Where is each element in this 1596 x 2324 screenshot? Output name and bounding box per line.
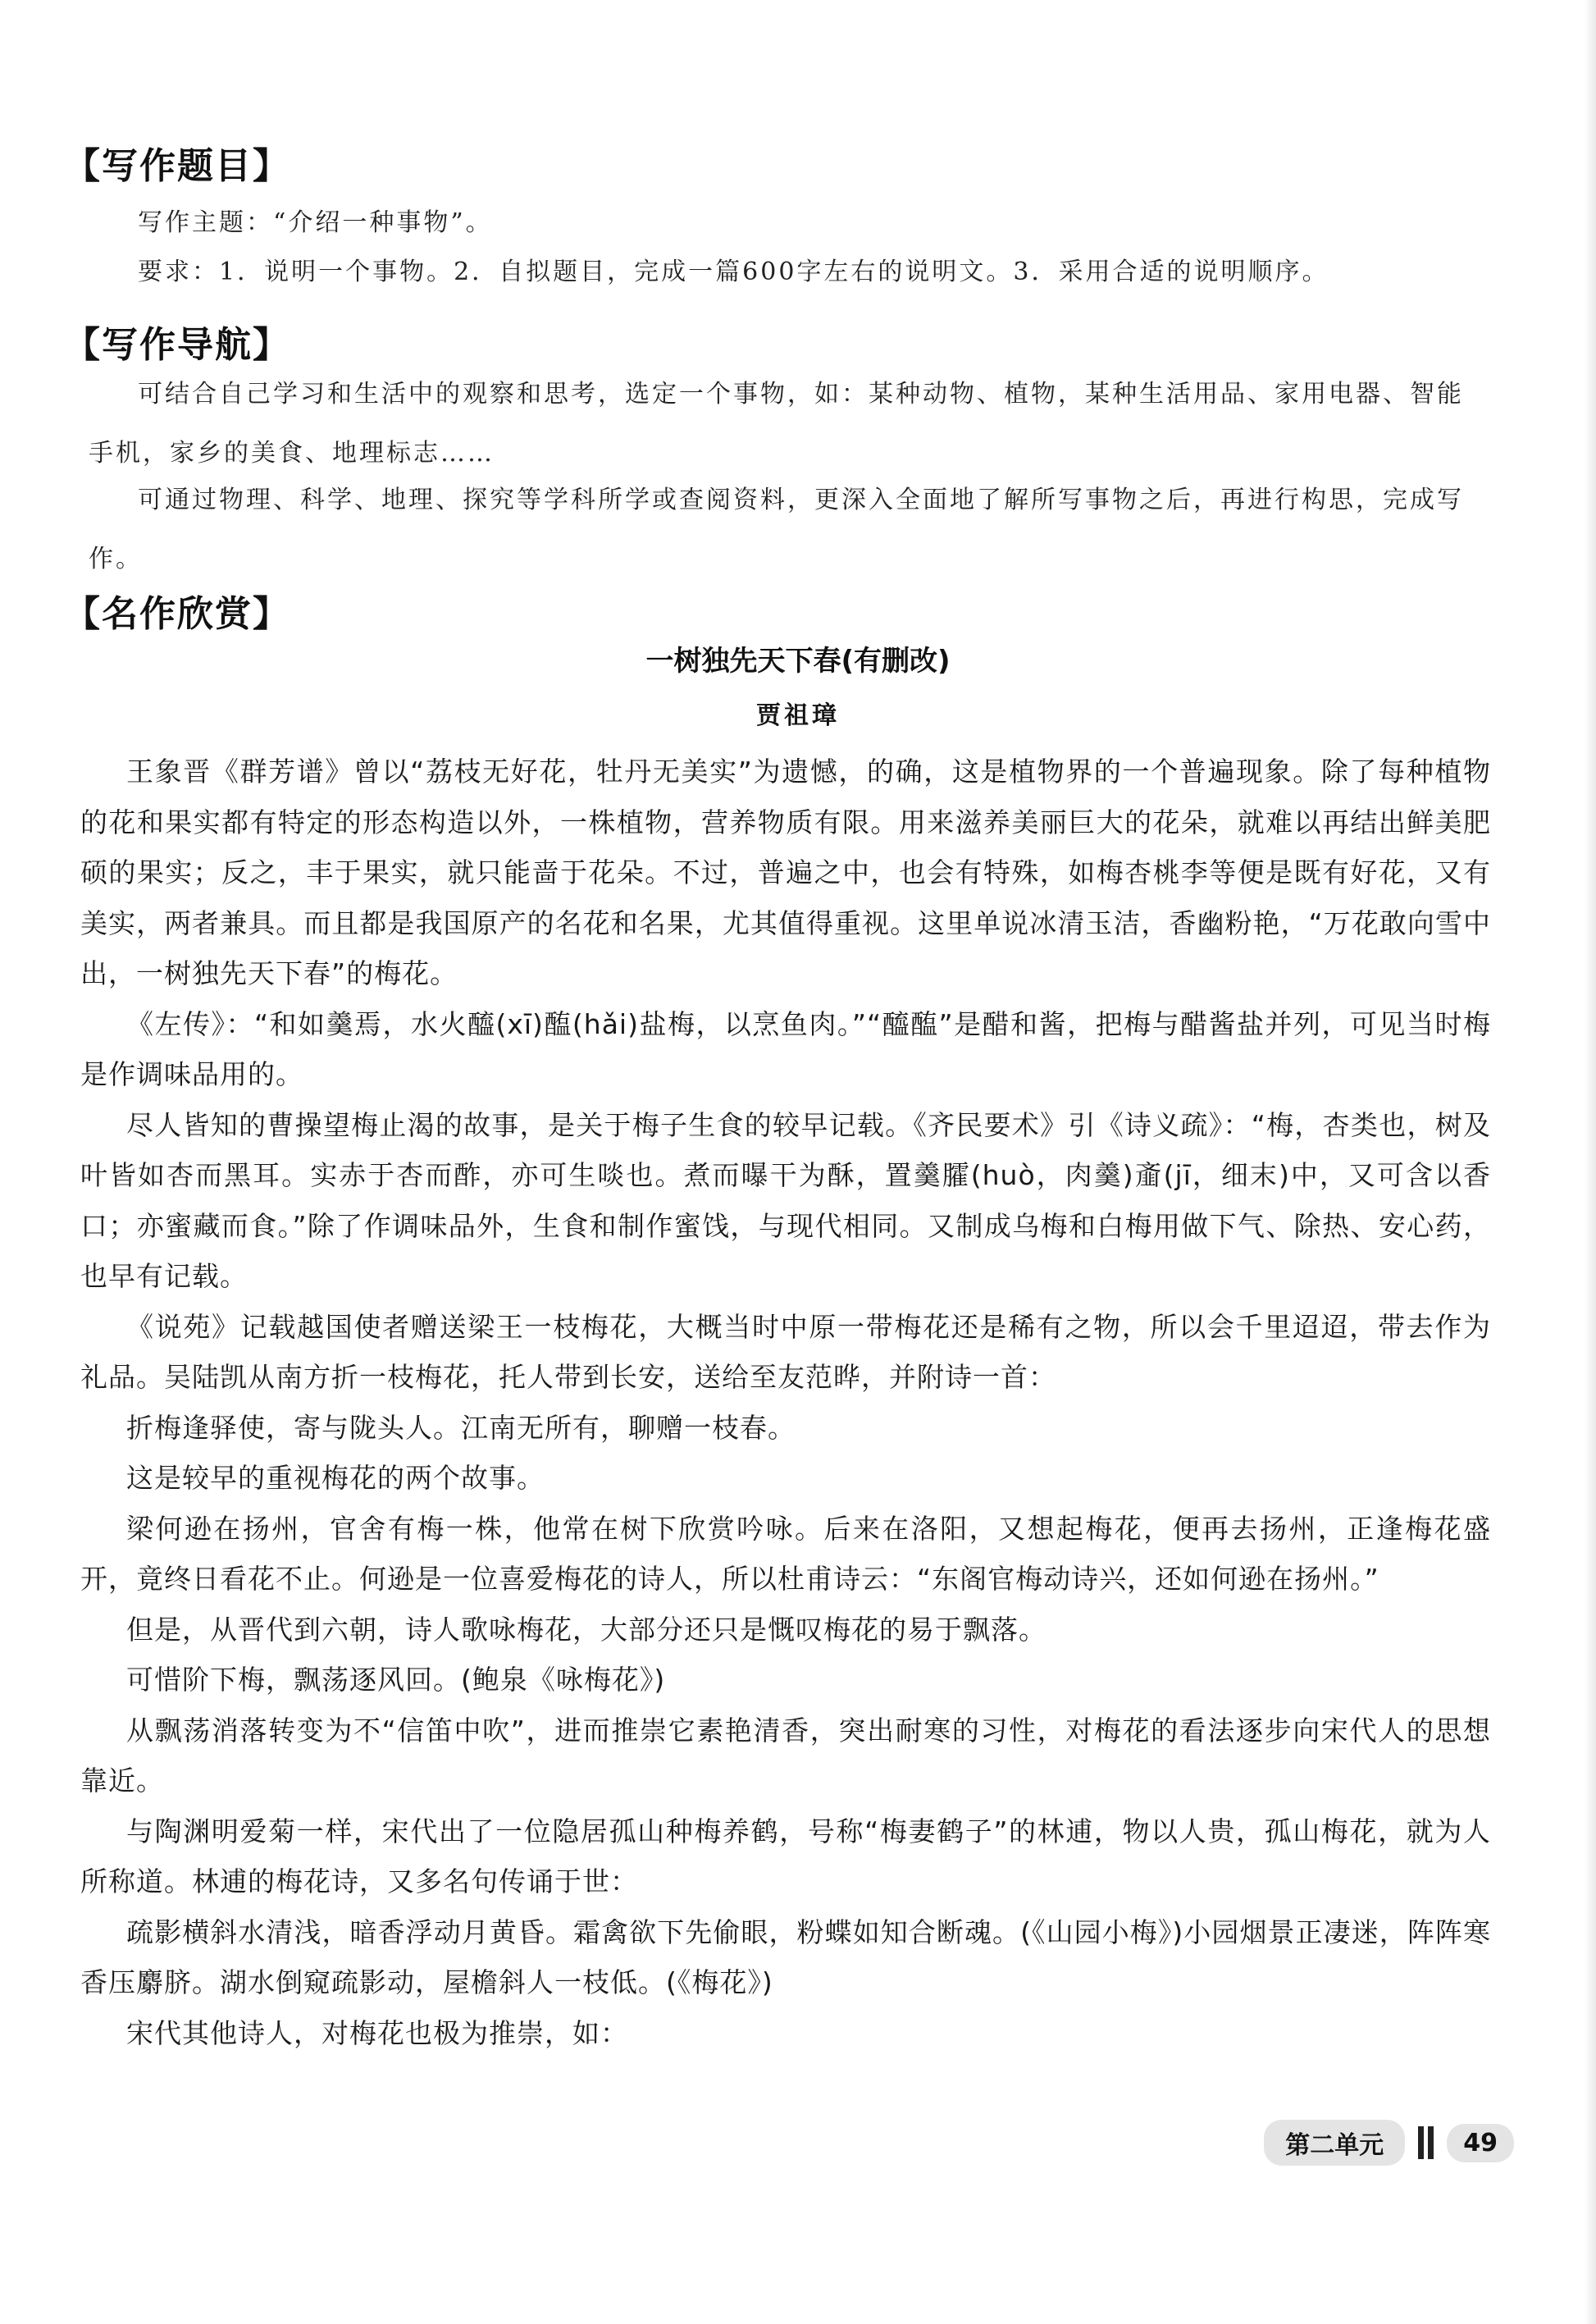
essay-paragraph: 宋代其他诗人，对梅花也极为推崇，如： <box>126 2016 628 2049</box>
unit-label: 第二单元 <box>1264 2120 1405 2166</box>
page-number: 49 <box>1447 2124 1514 2162</box>
section-heading-appreciation: 【名作欣赏】 <box>64 593 290 635</box>
page-edge-shadow <box>1585 0 1596 2324</box>
essay-author: 贾祖璋 <box>756 701 840 730</box>
guide-paragraph-1: 可结合自己学习和生活中的观察和思考，选定一个事物，如：某种动物、植物，某种生活用品、家用电器、智能手机，家乡的美食、地理标志…… <box>89 380 1464 468</box>
topic-requirement: 要求：1．说明一个事物。2．自拟题目，完成一篇600字左右的说明文。3．采用合适的说明顺序。 <box>138 258 1329 286</box>
essay-paragraph: 从飘荡消落转变为不“信笛中吹”，进而推崇它素艳清香，突出耐寒的习性，对梅花的看法逐步向宋代人的思想靠近。 <box>80 1714 1491 1797</box>
essay-paragraph: 尽人皆知的曹操望梅止渴的故事，是关于梅子生食的较早记载。《齐民要术》引《诗义疏》：“梅，杏类也，树及叶皆如杏而黑耳。实赤于杏而酢，亦可生啖也。煮而曝干为酥，置羹臛(huò，肉羹)齑(jī，细末)中，又可含以香口；亦蜜藏而食。”除了作调味品外，生食和制作蜜饯，与现代相同。又制成乌梅和白梅用做下气、除热、安心药，也早有记载。 <box>80 1108 1491 1292</box>
section-heading-guide: 【写作导航】 <box>64 324 290 366</box>
page-footer <box>1264 2120 1514 2166</box>
essay-paragraph: 但是，从晋代到六朝，诗人歌咏梅花，大部分还只是慨叹梅花的易于飘落。 <box>126 1613 1047 1646</box>
essay-paragraph: 梁何逊在扬州，官舍有梅一株，他常在树下欣赏吟咏。后来在洛阳，又想起梅花，便再去扬州，正逢梅花盛开，竟终日看花不止。何逊是一位喜爱梅花的诗人，所以杜甫诗云：“东阁官梅动诗兴，还如何逊在扬州。” <box>80 1512 1491 1595</box>
essay-poem: 疏影横斜水清浅，暗香浮动月黄昏。霜禽欲下先偷眼，粉蝶如知合断魂。(《山园小梅》)小园烟景正凄迷，阵阵寒香压麝脐。湖水倒窥疏影动，屋檐斜人一枝低。(《梅花》) <box>80 1915 1491 1998</box>
section-heading-topic: 【写作题目】 <box>64 145 290 187</box>
essay-paragraph: 《左传》：“和如羹焉，水火醯(xī)醢(hǎi)盐梅，以烹鱼肉。”“醯醢”是醋和酱，把梅与醋酱盐并列，可见当时梅是作调味品用的。 <box>80 1007 1491 1090</box>
essay-paragraph: 与陶渊明爱菊一样，宋代出了一位隐居孤山种梅养鹤，号称“梅妻鹤子”的林逋，物以人贵，孤山梅花，就为人所称道。林逋的梅花诗，又多名句传诵于世： <box>80 1815 1491 1897</box>
guide-paragraph-2: 可通过物理、科学、地理、探究等学科所学或查阅资料，更深入全面地了解所写事物之后，再进行构思，完成写作。 <box>89 486 1464 573</box>
essay-paragraph: 王象晋《群芳谱》曾以“荔枝无好花，牡丹无美实”为遗憾，的确，这是植物界的一个普遍现象。除了每种植物的花和果实都有特定的形态构造以外，一株植物，营养物质有限。用来滋养美丽巨大的花朵，就难以再结出鲜美肥硕的果实；反之，丰于果实，就只能啬于花朵。不过，普遍之中，也会有特殊，如梅杏桃李等便是既有好花，又有美实，两者兼具。而且都是我国原产的名花和名果，尤其值得重视。这里单说冰清玉洁，香幽粉艳，“万花敢向雪中出，一树独先天下春”的梅花。 <box>80 756 1491 989</box>
essay-body <box>80 747 1491 2058</box>
divider-bars-icon <box>1418 2126 1434 2159</box>
essay-poem: 折梅逢驿使，寄与陇头人。江南无所有，聊赠一枝春。 <box>126 1411 796 1444</box>
essay-paragraph: 《说苑》记载越国使者赠送梁王一枝梅花，大概当时中原一带梅花还是稀有之物，所以会千里迢迢，带去作为礼品。吴陆凯从南方折一枝梅花，托人带到长安，送给至友范晔，并附诗一首： <box>80 1310 1491 1393</box>
essay-title: 一树独先天下春(有删改) <box>645 645 951 678</box>
topic-theme: 写作主题：“介绍一种事物”。 <box>138 208 493 237</box>
essay-poem: 可惜阶下梅，飘荡逐风回。(鲍泉《咏梅花》) <box>126 1664 666 1696</box>
essay-paragraph: 这是较早的重视梅花的两个故事。 <box>126 1462 545 1494</box>
